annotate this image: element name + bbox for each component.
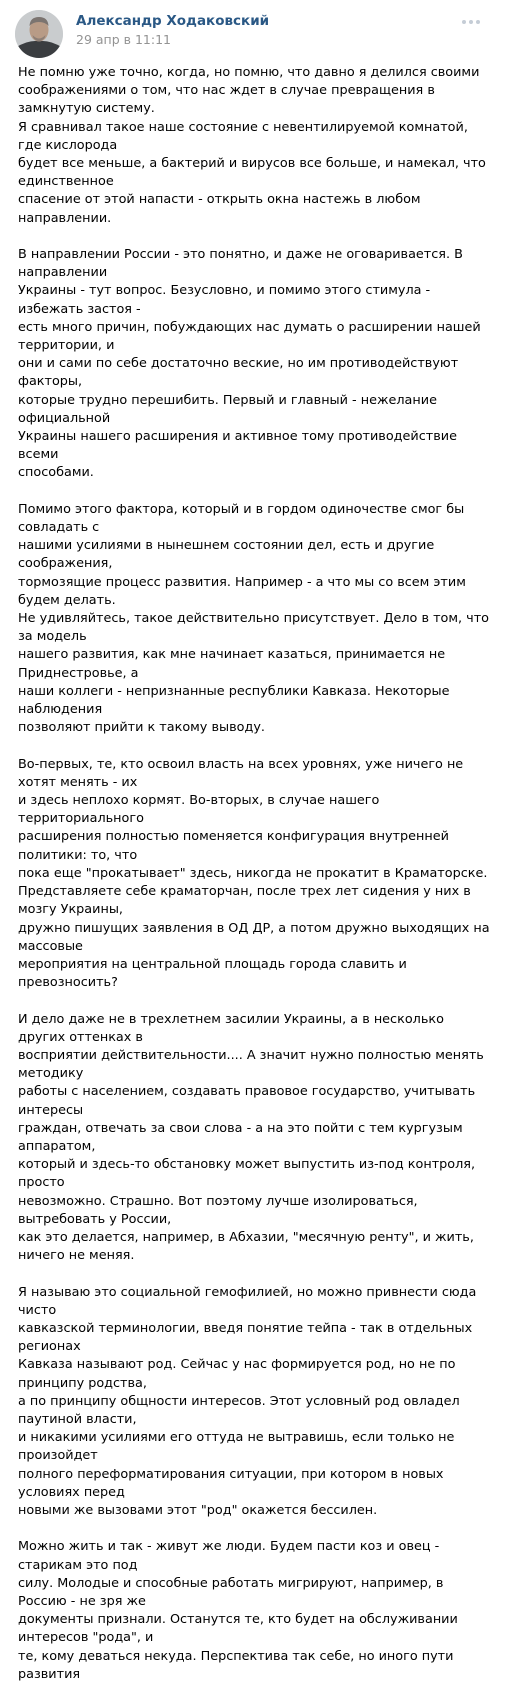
post-line: Кавказа называют род. Сейчас у нас формируется род, но не по принципу родства, — [18, 1357, 456, 1391]
post-line: мероприятия на центральной площадь города славить и превозносить? — [18, 956, 407, 991]
post-line: В направлении России - это понятно, и даже не оговаривается. В направлении — [18, 247, 463, 281]
post-paragraph — [18, 246, 494, 483]
post-text — [18, 64, 494, 1684]
post-line: дружно пишущих заявления в ОД ДР, а потом дружно выходящих на массовые — [18, 920, 490, 954]
post-line: наши коллеги - непризнанные республики Кавказа. Некоторые наблюдения — [18, 683, 450, 718]
post-line: они и сами по себе достаточно веские, но им противодействуют факторы, — [18, 356, 459, 390]
post-paragraph — [18, 756, 494, 993]
post-line: невозможно. Страшно. Вот поэтому лучше изолироваться, вытребовать у России, — [18, 1193, 418, 1227]
post-line: которые трудно перешибить. Первый и главный - нежелание официальной — [18, 392, 437, 426]
post-line: способами. — [18, 465, 94, 481]
post-line: будет все меньше, а бактерий и вирусов все больше, и намекал, что единственное — [18, 156, 486, 190]
post-header — [15, 10, 490, 58]
post-line: и здесь неплохо кормят. Во-вторых, в случае нашего территориального — [18, 793, 380, 827]
more-horizontal-icon[interactable] — [459, 12, 483, 32]
post-line: Помимо этого фактора, который и в гордом одиночестве смог бы совладать с — [18, 501, 465, 536]
post-line: и никакими усилиями его оттуда не вытравишь, если только не произойдет — [18, 1430, 455, 1464]
post-line: работы с населением, создавать правовое государство, учитывать интересы — [18, 1084, 476, 1118]
post-line: граждан, отвечать за свои слова - а на это пойти с тем кургузым аппаратом, — [18, 1120, 463, 1154]
post-line: нашего развития, как мне начинает казаться, принимается не Приднестровье, а — [18, 647, 446, 681]
post-line: кавказской терминологии, введя понятие тейпа - так в отдельных регионах — [18, 1320, 473, 1355]
post-line: новыми же вызовами этот "род" окажется бессилен. — [18, 1502, 378, 1518]
post-date-link[interactable]: 29 апр в 11:11 — [76, 32, 171, 47]
post-line: полного переформатирования ситуации, при котором в новых условиях перед — [18, 1466, 444, 1500]
post-line: Во-первых, те, кто освоил власть на всех уровнях, уже ничего не хотят менять - их — [18, 756, 464, 790]
post-paragraph — [18, 501, 494, 738]
post-line: пока еще "прокатывает" здесь, никогда не прокатит в Краматорске. — [18, 865, 488, 881]
post-line: позволяют прийти к такому выводу. — [18, 720, 265, 736]
post-line: Представляете себе краматорчан, после трех лет сидения у них в мозгу Украины, — [18, 884, 471, 918]
post-line: Украины нашего расширения и активное тому противодействие всеми — [18, 429, 457, 463]
post-line: Украины - тут вопрос. Безусловно, и помимо этого стимула - избежать застоя - — [18, 283, 431, 317]
post-line: Не удивляйтесь, такое действительно присутствует. Дело в том, что за модель — [18, 611, 489, 645]
post-line: Я называю это социальной гемофилией, но можно привнести сюда чисто — [18, 1284, 477, 1318]
post-paragraph — [18, 64, 494, 228]
post-line: Я сравнивал такое наше состояние с невентилируемой комнатой, где кислорода — [18, 119, 468, 153]
post-line: восприятии действительности.... А значит нужно полностью менять методику — [18, 1047, 484, 1082]
post-line: нашими усилиями в нынешнем состоянии дел, есть и другие соображения, — [18, 538, 435, 572]
author-avatar-photo — [15, 10, 63, 58]
post-line: как это делается, например, в Абхазии, "месячную ренту", и жить, ничего не меняя. — [18, 1229, 474, 1264]
author-name-link[interactable]: Александр Ходаковский — [76, 13, 270, 29]
post-line: есть много причин, побуждающих нас думать о расширении нашей территории, и — [18, 319, 481, 354]
post-line: который и здесь-то обстановку может выпустить из-под контроля, просто — [18, 1157, 476, 1191]
post-line: соображениями о том, что нас ждет в случае превращения в замкнутую систему. — [18, 83, 435, 117]
post-line: тормозящие процесс развития. Например - а что мы со всем этим будем делать. — [18, 574, 466, 608]
post-line: Не помню уже точно, когда, но помню, что давно я делился своими — [18, 65, 480, 80]
post-paragraph — [18, 1538, 494, 1684]
post-line: а по принципу общности интересов. Этот условный род овладел паутиной власти, — [18, 1393, 460, 1427]
post-line: расширения полностью поменяется конфигурация внутренней политики: то, что — [18, 829, 449, 863]
post-line: И дело даже не в трехлетнем засилии Украины, а в несколько других оттенках в — [18, 1011, 444, 1045]
post-paragraph — [18, 1011, 494, 1266]
post-line: те, кому деваться некуда. Перспектива так себе, но иного пути развития — [18, 1648, 454, 1682]
post-line: документы признали. Останутся те, кто будет на обслуживании интересов "рода", и — [18, 1612, 458, 1646]
post-paragraph — [18, 1284, 494, 1521]
post-line: Можно жить и так - живут же люди. Будем пасти коз и овец - старикам это под — [18, 1539, 440, 1573]
author-avatar[interactable] — [15, 10, 63, 58]
post-line: спасение от этой напасти - открыть окна настежь в любом направлении. — [18, 192, 421, 226]
post-line: силу. Молодые и способные работать мигрируют, например, в Россию - не зря же — [18, 1575, 444, 1609]
